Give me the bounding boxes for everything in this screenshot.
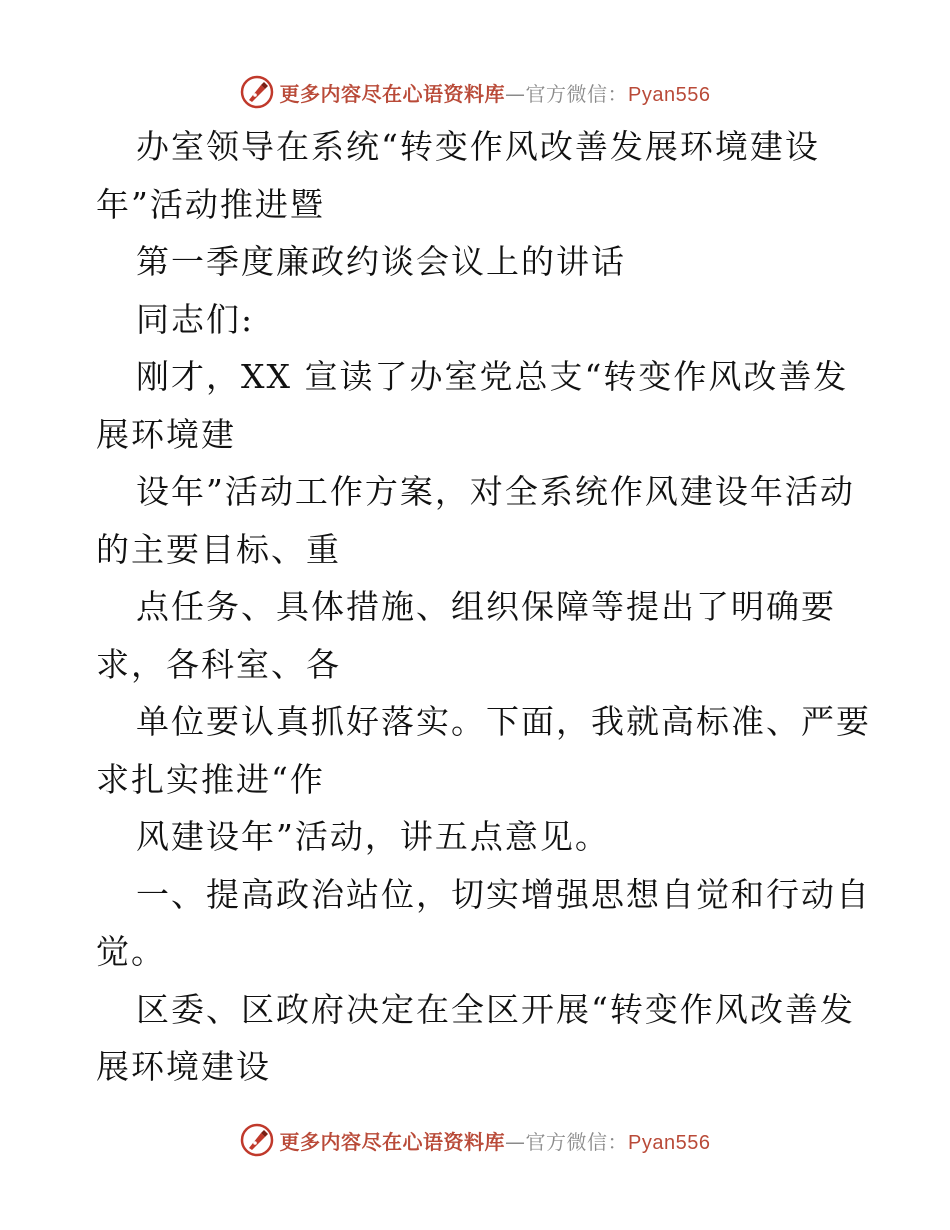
watermark-separator: —	[505, 1129, 526, 1154]
watermark-label: 官方微信：	[525, 1129, 629, 1154]
section-heading-line: 一、提高政治站位，切实增强思想自觉和行动自	[136, 874, 871, 914]
watermark-text	[280, 78, 711, 107]
paragraph-line: 点任务、具体措施、组织保障等提出了明确要	[136, 587, 836, 626]
watermark-wechat-id: Pyan556	[628, 83, 711, 106]
salutation: 同志们:	[136, 299, 255, 339]
paragraph-line: 求，各科室、各	[96, 644, 341, 684]
paragraph-line: 刚才，XX 宣读了办室党总支“转变作风改善发	[136, 357, 849, 396]
paragraph-line: 展环境建	[96, 414, 236, 454]
watermark-footer	[0, 1120, 950, 1160]
section-heading-line: 觉。	[96, 932, 166, 971]
watermark-label: 官方微信：	[525, 81, 629, 106]
paragraph-line: 风建设年”活动，讲五点意见。	[136, 817, 610, 856]
watermark-site-name: 更多内容尽在心语资料库	[279, 81, 506, 106]
paragraph-line: 单位要认真抓好落实。下面，我就高标准、严要	[136, 702, 871, 741]
document-body	[96, 118, 871, 1096]
watermark-wechat-id: Pyan556	[628, 1131, 711, 1154]
pen-nib-logo-icon	[240, 1123, 274, 1157]
subtitle-line: 第一季度廉政约谈会议上的讲话	[136, 242, 626, 281]
watermark-separator: —	[505, 81, 526, 106]
paragraph-line: 的主要目标、重	[96, 529, 341, 569]
pen-nib-logo-icon	[240, 75, 274, 109]
paragraph-line: 求扎实推进“作	[96, 759, 325, 799]
paragraph-line: 展环境建设	[96, 1047, 271, 1086]
watermark-header	[0, 72, 950, 112]
title-line-2: 年”活动推进暨	[96, 184, 325, 224]
paragraph-line: 区委、区政府决定在全区开展“转变作风改善发	[136, 989, 855, 1029]
paragraph-line: 设年”活动工作方案，对全系统作风建设年活动	[136, 472, 855, 511]
watermark-footer-content	[240, 1123, 711, 1157]
title-line-1: 办室领导在系统“转变作风改善发展环境建设	[136, 127, 820, 166]
watermark-site-name: 更多内容尽在心语资料库	[279, 1129, 506, 1154]
watermark-header-content	[240, 75, 711, 109]
watermark-text	[280, 1126, 711, 1155]
